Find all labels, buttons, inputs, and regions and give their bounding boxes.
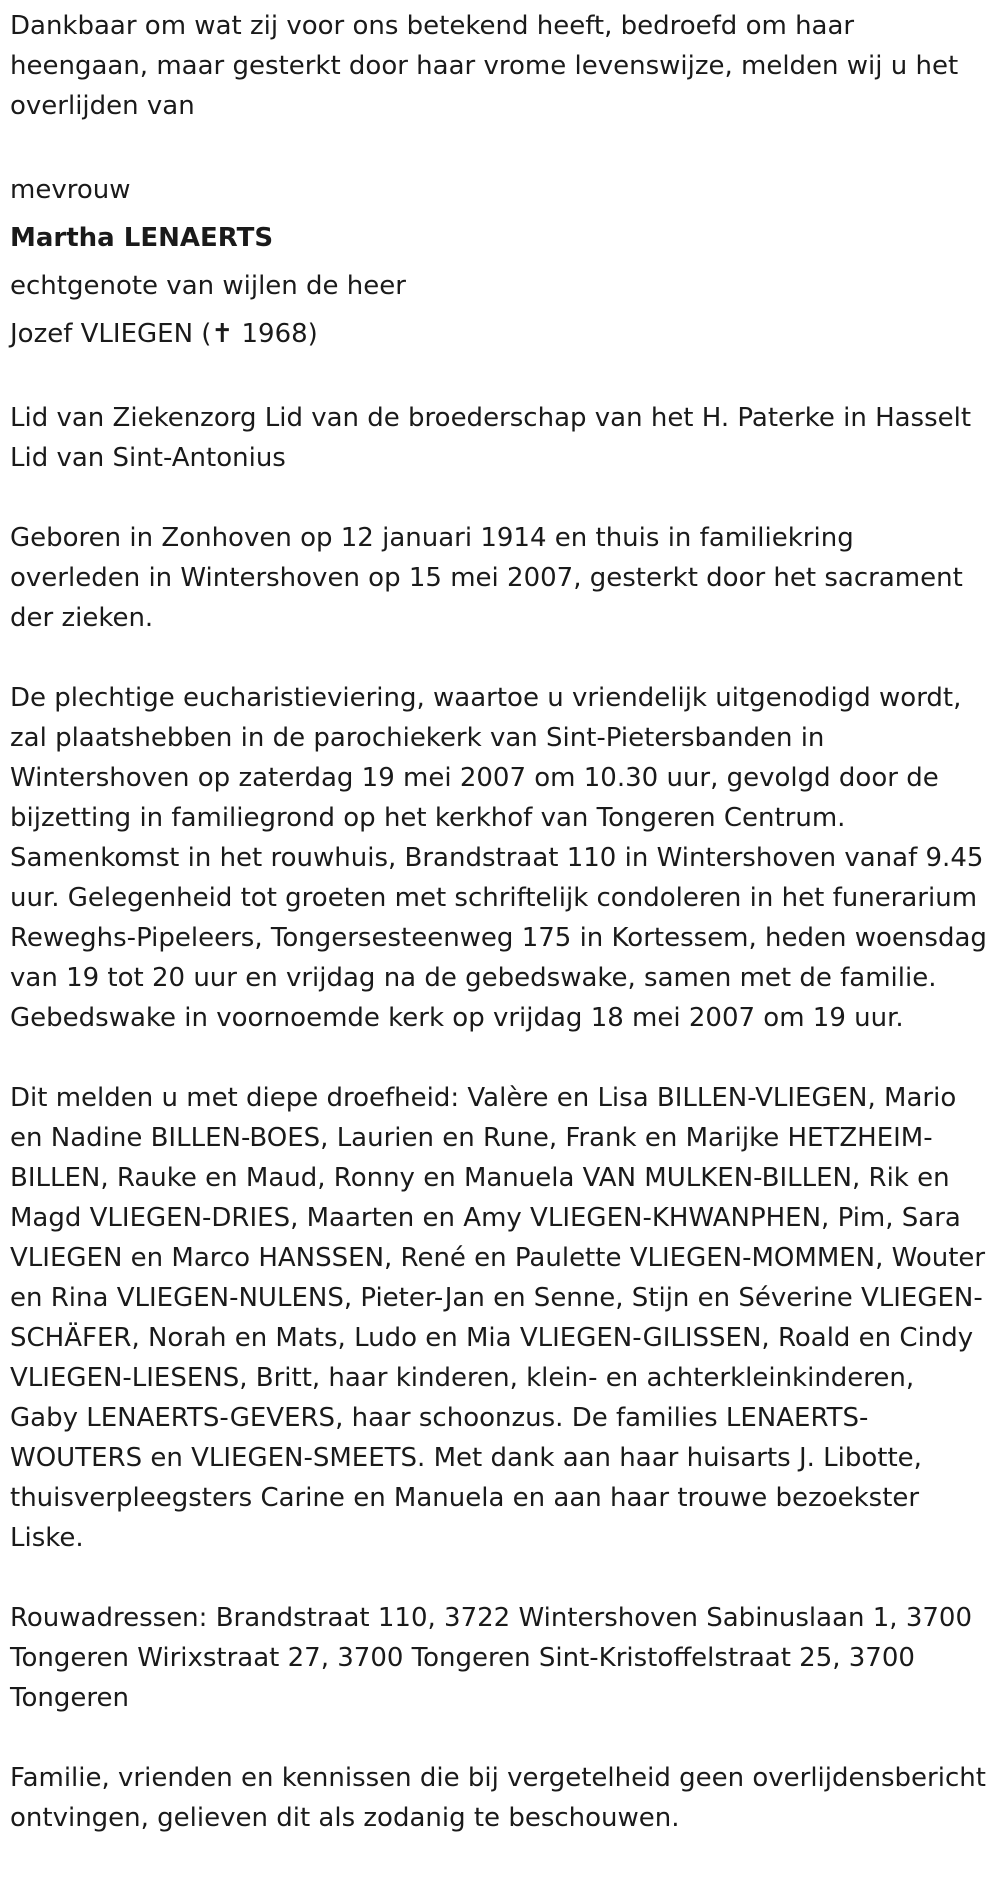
spacer [10,638,990,678]
addresses-text: Rouwadressen: Brandstraat 110, 3722 Wintershoven Sabinuslaan 1, 3700 Tongeren Wirixstraat 27, 3700 Tongeren Sint-Kristoffelstraat 25, 3700 Tongeren [10,1603,972,1713]
memberships-text: Lid van Ziekenzorg Lid van de broederschap van het H. Paterke in Hasselt Lid van Sint-Antonius [10,403,972,473]
spacer [10,126,990,166]
deceased-name: Martha LENAERTS [10,223,274,253]
ceremony-text: De plechtige eucharistieviering, waartoe u vriendelijk uitgenodigd wordt, zal plaatshebben in de parochiekerk van Sint-Pietersbanden in Wintershoven op zaterdag 19 mei 2007 om 10.30 uur, gevolgd door de bijzetting in familiegrond op het kerkhof van Tongeren Centrum. Samenkomst in het rouwhuis, Brandstraat 110 in Wintershoven vanaf 9.45 uur. Gelegenheid tot groeten met schriftelijk condoleren in het funerarium Reweghs-Pipeleers, Tongersesteenweg 175 in Kortessem, heden woensdag van 19 tot 20 uur en vrijdag na de gebedswake, samen met de familie. Gebedswake in voornoemde kerk op vrijdag 18 mei 2007 om 19 uur. [10,683,987,1033]
deceased-block [10,166,990,358]
title-prefix: mevrouw [10,175,131,205]
spouse-name: Jozef VLIEGEN (✝ 1968) [10,319,318,349]
spacer [10,478,990,518]
spacer [10,1718,990,1758]
spacer [10,1558,990,1598]
closing-text: Familie, vrienden en kennissen die bij vergetelheid geen overlijdensbericht ontvingen, gelieven dit als zodanig te beschouwen. [10,1763,986,1833]
spouse-relation: echtgenote van wijlen de heer [10,271,406,301]
spacer [10,1038,990,1078]
family-text: Dit melden u met diepe droefheid: Valère en Lisa BILLEN-VLIEGEN, Mario en Nadine BILLEN-BOES, Laurien en Rune, Frank en Marijke HETZHEIM-BILLEN, Rauke en Maud, Ronny en Manuela VAN MULKEN-BILLEN, Rik en Magd VLIEGEN-DRIES, Maarten en Amy VLIEGEN-KHWANPHEN, Pim, Sara VLIEGEN en Marco HANSSEN, René en Paulette VLIEGEN-MOMMEN, Wouter en Rina VLIEGEN-NULENS, Pieter-Jan en Senne, Stijn en Séverine VLIEGEN-SCHÄFER, Norah en Mats, Ludo en Mia VLIEGEN-GILISSEN, Roald en Cindy VLIEGEN-LIESENS, Britt, haar kinderen, klein- en achterkleinkinderen, Gaby LENAERTS-GEVERS, haar schoonzus. De families LENAERTS-WOUTERS en VLIEGEN-SMEETS. Met dank aan haar huisarts J. Libotte, thuisverpleegsters Carine en Manuela en aan haar trouwe bezoekster Liske. [10,1083,986,1553]
spacer [10,358,990,398]
intro-text: Dankbaar om wat zij voor ons betekend heeft, bedroefd om haar heengaan, maar gesterkt door haar vrome levenswijze, melden wij u het overlijden van [10,11,959,121]
birth-death-text: Geboren in Zonhoven op 12 januari 1914 en thuis in familiekring overleden in Wintershoven op 15 mei 2007, gesterkt door het sacrament der zieken. [10,523,963,633]
